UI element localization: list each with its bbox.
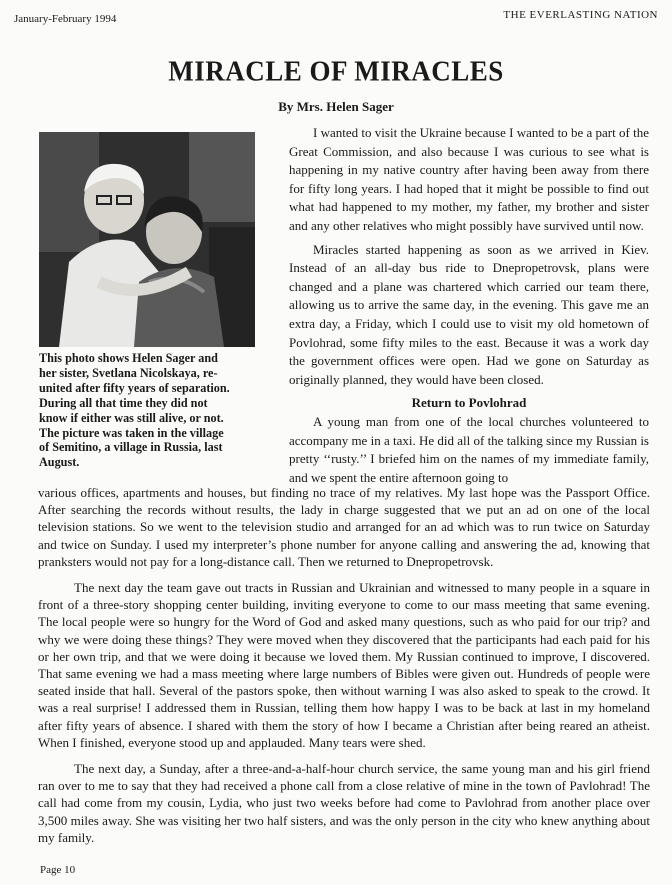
paragraph-mass-meeting: The next day the team gave out tracts in Russian and Ukrainian and witnessed to many people in a square in front of a three-story shopping center building, inviting everyone to come to our mass meeting that same evening. The local people were so hungry for the Word of God and asked many questions, such as who paid for our trip? and why we were doing these things? They were moved when they discovered that the participants had each paid for his or her own trip, and that we were doing it because we loved them. My Russian continued to improve, I discovered. That same evening we had a mass meeting where large numbers of Bibles were given out. Hundreds of people were seated inside that hall. Several of the pastors spoke, then without warning I was also asked to speak to the crowd. It was a real surprise! I addressed them in Russian, telling them how happy I was to be back at last in my homeland after fifty years of absence. I shared with them the story of how I became a Christian after being reared an atheist. When I finished, everyone stood up and applauded. Many tears were shed. xyxy=(38,580,650,750)
caption-line: her sister, Svetlana Nicolskaya, re- xyxy=(39,365,218,380)
article-title: MIRACLE OF MIRACLES xyxy=(168,55,504,87)
full-width-body xyxy=(38,484,650,855)
paragraph-return-start: A young man from one of the local churches volunteered to accompany me in a taxi. He did all of the talking since my Russian is pretty ‘‘rusty.’’ I briefed him on the names of my immediate family, and we spent the entire afternoon going to xyxy=(289,413,649,485)
caption-line: The picture was taken in the village xyxy=(39,425,224,440)
right-column xyxy=(289,124,649,492)
caption-line: August. xyxy=(39,455,80,470)
caption-line: united after fifty years of separation. xyxy=(39,380,230,395)
section-heading: Return to Povlohrad xyxy=(411,395,527,411)
photo-caption xyxy=(39,351,264,470)
caption-line: This photo shows Helen Sager and xyxy=(39,351,218,365)
paragraph-intro: I wanted to visit the Ukraine because I wanted to be a part of the Great Commission, and also because I was curious to see what is happening in my native country after having been away from there for fifty long years. I had hoped that it might be possible to find out what had happened to my mother, my father, my brother and sister and any other relatives who might possibly have survived until now. xyxy=(289,125,649,233)
caption-line: of Semitino, a village in Russia, last xyxy=(39,440,223,455)
article-photo xyxy=(39,132,255,347)
publication-name: THE EVERLASTING NATION xyxy=(503,9,658,21)
paragraph-return-continued: various offices, apartments and houses, but finding no trace of my relatives. My last hope was the Passport Office. After searching the records without results, the lady in charge suggested that we put an ad on one of the local television stations. So we went to the television studio and arranged for an ad which was to run twice on Saturday and twice on Sunday. I used my interpreter’s phone number for anyone calling and answering the ad, knowing that pranksters would not pay for a long-distance call. Then we returned to Dnepropetrovsk. xyxy=(38,485,650,569)
issue-date: January-February 1994 xyxy=(14,13,117,25)
caption-line: During all that time they did not xyxy=(39,395,208,410)
paragraph-phone-call: The next day, a Sunday, after a three-and-a-half-hour church service, the same young man and his girl friend ran over to me to say that they had received a phone call from a close relative of mine in the town of Pavlohrad! The call had come from my cousin, Lydia, who just two weeks before had come to Pavlohrad from another place over 3,500 miles away. She was visiting her two half sisters, and was the only person in the city who knew anything about my family. xyxy=(38,761,650,845)
paragraph-miracles: Miracles started happening as soon as we arrived in Kiev. Instead of an all-day bus ride to Dnepropetrovsk, plans were changed and a plane was chartered which carried our team there, allowing us to arrive the same day, in the evening. This gave me an extra day, a Friday, which I could use to visit my old hometown of Povlohrad, some fifty miles to the east. Because it was a work day the government offices were open. Had we gone on Saturday as originally planned, they would have been closed. xyxy=(289,241,649,387)
caption-line: know if either was still alive, or not. xyxy=(39,410,224,425)
page-number: Page 10 xyxy=(40,864,76,876)
photo-illustration xyxy=(39,132,255,347)
article-byline: By Mrs. Helen Sager xyxy=(278,99,394,114)
